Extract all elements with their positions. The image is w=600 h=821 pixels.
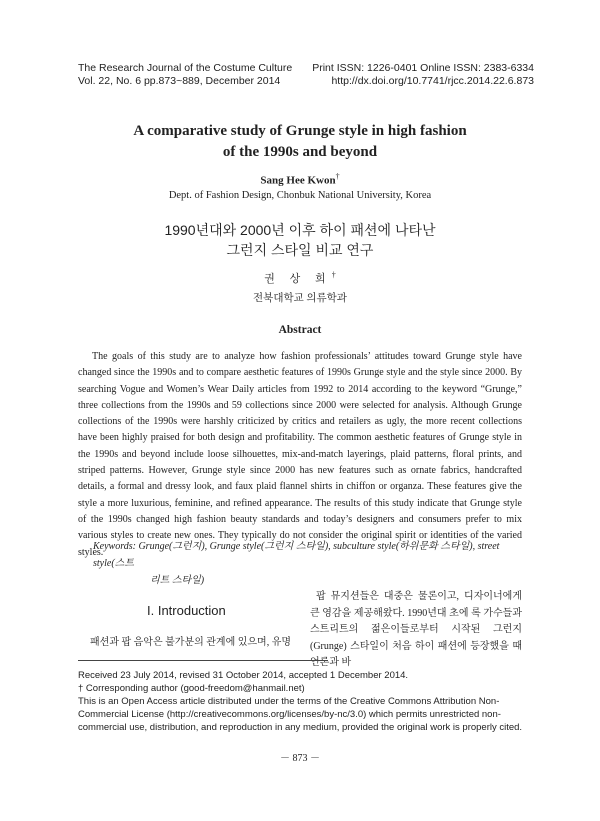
paper-title [60, 121, 540, 163]
footnotes [78, 669, 530, 734]
issn-line: Print ISSN: 1226-0401 Online ISSN: 2383-6334 [312, 62, 534, 74]
korean-title-line1: 1990년대와 2000년 이후 하이 패션에 나타난 [164, 222, 436, 238]
keywords [93, 538, 523, 589]
license-note: This is an Open Access article distributed under the terms of the Creative Commons Attribution Non-Commercial License (http://creativecommons.org/licenses/by-nc/3.0) which permits unrestricted non-commercial use, distribution, and reproduction in any medium, provided the original work is properly cited. [78, 696, 523, 733]
intro-right-column: 팝 뮤지션들은 대중은 물론이고, 디자이너에게 큰 영감을 제공해왔다. 1990년대 초에 록 가수들과 스트리트의 젊은이들로부터 시작된 그런지(Grunge) 스타일이 처음 하이 패션에 등장했을 때 언론과 바 [310, 591, 522, 668]
journal-volume: Vol. 22, No. 6 pp.873~889, December 2014 [78, 75, 281, 87]
paper-title-line2: of the 1990s and beyond [222, 144, 378, 160]
paper-title-line1: A comparative study of Grunge style in high fashion [133, 123, 467, 139]
korean-author-name: 권 상 희 [264, 273, 332, 285]
abstract-heading: Abstract [278, 324, 322, 336]
page-number: － 873 － [280, 753, 320, 764]
section-heading-introduction: I. Introduction [147, 603, 226, 618]
korean-corresponding-mark: † [331, 270, 336, 280]
keywords-line2: 리트 스타일) [150, 575, 205, 586]
doi-link[interactable]: http://dx.doi.org/10.7741/rjcc.2014.22.6.873 [331, 75, 534, 87]
abstract-text: The goals of this study are to analyze how fashion professionals’ attitudes toward Grunge style have changed since the 1990s and to compare aesthetic features of 1990s Grunge style and the style since 2000. By searching Vogue and Women’s Wear Daily articles from 1992 to 2014 according to the keyword “Grunge,” three collections from the 1990s and 59 collections since 2000 were selected for analysis. Although Grunge collections of the 1990s were harshly criticized by critics and retailers as ugly, the more recent collections have been highly praised for both design and profitability. The common aesthetic features of Grunge style in the 1990s and beyond include loose silhouettes, mix-and-match layerings, plaid patterns, floral prints, and striped patterns. However, Grunge style since 2000 has new features such as ornate fabrics, handcrafted details, a formal and dressy look, and faux plaid flannel shirts in chiffon or organza. These features give the style a more luxurious, feminine, and refined appearance. The results of this study indicate that Grunge style of the 1990s changed high fashion beauty standards and today’s designers and consumers prefer to mix various styles to create new ones. They typically do not consider the original spirit or identities of the varied styles. [78, 351, 522, 558]
corresponding-mark: † [335, 172, 340, 181]
keywords-line1: Keywords: Grunge(그런지), Grunge style(그런지 스타일), subculture style(하위문화 스타일), street style(스트 [93, 541, 500, 569]
korean-author-line [0, 270, 600, 286]
received-note: Received 23 July 2014, revised 31 October 2014, accepted 1 December 2014. [78, 670, 409, 681]
author-line [0, 172, 600, 187]
issn-header [312, 62, 534, 88]
korean-title [0, 220, 600, 260]
intro-left-column: 패션과 팝 음악은 불가분의 관계에 있으며, 유명 [90, 637, 292, 648]
author-name: Sang Hee Kwon [260, 174, 336, 187]
korean-title-line2: 그런지 스타일 비교 연구 [226, 242, 374, 258]
journal-header [78, 62, 292, 88]
corresponding-note: † Corresponding author (good-freedom@hanmail.net) [78, 683, 305, 694]
footnote-divider [78, 660, 328, 661]
journal-name: The Research Journal of the Costume Culture [78, 62, 293, 74]
author-affiliation: Dept. of Fashion Design, Chonbuk National University, Korea [168, 190, 432, 201]
korean-affiliation: 전북대학교 의류학과 [253, 293, 347, 304]
